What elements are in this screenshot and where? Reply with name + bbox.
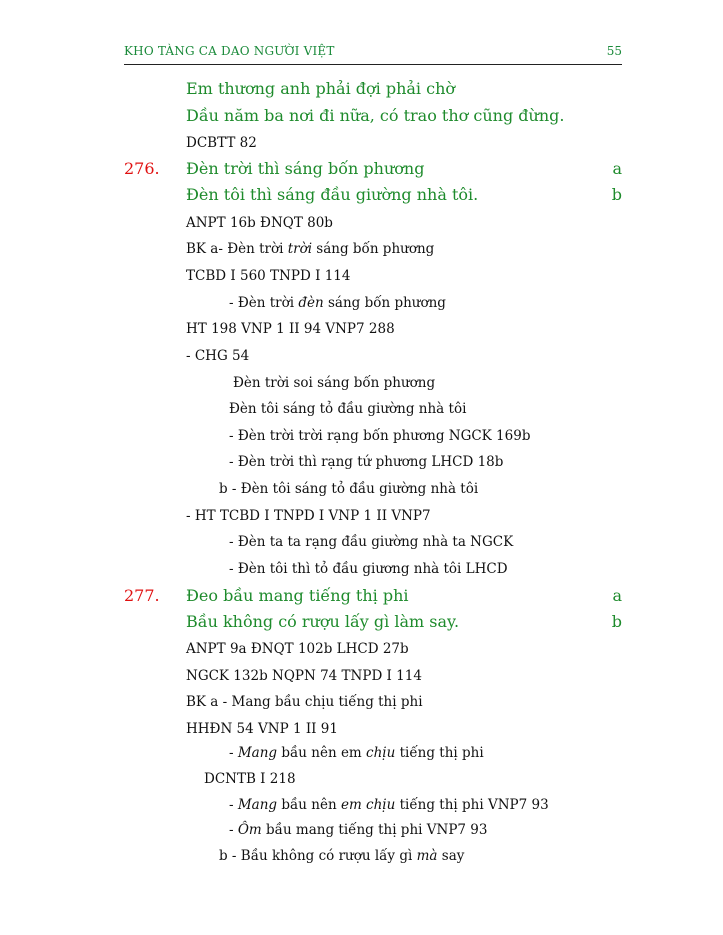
variant-line: Đèn trời soi sáng bốn phương — [233, 375, 436, 391]
verse-line: Dầu năm ba nơi đi nữa, có trao thơ cũng đừng. — [186, 106, 565, 125]
entry-number-276: 276. — [124, 159, 160, 178]
verse-line: Đeo bầu mang tiếng thị phi — [186, 586, 409, 605]
verse-marker: b — [611, 612, 622, 631]
reference-line: ANPT 16b ĐNQT 80b — [186, 215, 333, 231]
variant-line: - Đèn tôi thì tỏ đầu giương nhà tôi LHCD — [229, 561, 508, 577]
page-number: 55 — [606, 44, 622, 58]
variant-line: b - Bầu không có rượu lấy gì mà say — [219, 848, 465, 864]
variant-line: BK a- Đèn trời trời sáng bốn phương — [186, 241, 435, 257]
verse-line: Đèn trời thì sáng bốn phương — [186, 159, 425, 178]
variant-line: - Đèn trời đèn sáng bốn phương — [229, 295, 446, 311]
variant-line: Đèn tôi sáng tỏ đầu giường nhà tôi — [229, 401, 467, 417]
variant-line: - Đèn ta ta rạng đầu giường nhà ta NGCK — [229, 534, 514, 550]
verse-marker: b — [611, 185, 622, 204]
reference-line: DCNTB I 218 — [204, 771, 296, 787]
verse-line: Bầu không có rượu lấy gì làm say. — [186, 612, 460, 631]
reference-line: NGCK 132b NQPN 74 TNPD I 114 — [186, 668, 422, 684]
variant-line: BK a - Mang bầu chịu tiếng thị phi — [186, 694, 423, 710]
variant-line: - Đèn trời thì rạng tứ phương LHCD 18b — [229, 454, 504, 470]
reference-line: ANPT 9a ĐNQT 102b LHCD 27b — [186, 641, 409, 657]
reference-line: HT 198 VNP 1 II 94 VNP7 288 — [186, 321, 395, 337]
variant-line: - Mang bầu nên em chịu tiếng thị phi — [229, 745, 484, 761]
reference-line: - HT TCBD I TNPD I VNP 1 II VNP7 — [186, 508, 431, 524]
variant-line: - Đèn trời trời rạng bốn phương NGCK 169b — [229, 428, 531, 444]
reference-line: - CHG 54 — [186, 348, 250, 364]
entry-number-277: 277. — [124, 586, 160, 605]
verse-marker: a — [612, 159, 622, 178]
verse-line: Em thương anh phải đợi phải chờ — [186, 79, 456, 98]
reference-line: HHĐN 54 VNP 1 II 91 — [186, 721, 338, 737]
reference-line: TCBD I 560 TNPD I 114 — [186, 268, 351, 284]
verse-marker: a — [612, 586, 622, 605]
reference-line: DCBTT 82 — [186, 135, 257, 151]
variant-line: b - Đèn tôi sáng tỏ đầu giường nhà tôi — [219, 481, 479, 497]
variant-line: - Mang bầu nên em chịu tiếng thị phi VNP7 93 — [229, 797, 549, 813]
book-title: KHO TÀNG CA DAO NGƯỜI VIỆT — [124, 44, 335, 58]
variant-line: - Ôm bầu mang tiếng thị phi VNP7 93 — [229, 822, 488, 838]
verse-line: Đèn tôi thì sáng đầu giường nhà tôi. — [186, 185, 479, 204]
running-header — [124, 44, 622, 65]
